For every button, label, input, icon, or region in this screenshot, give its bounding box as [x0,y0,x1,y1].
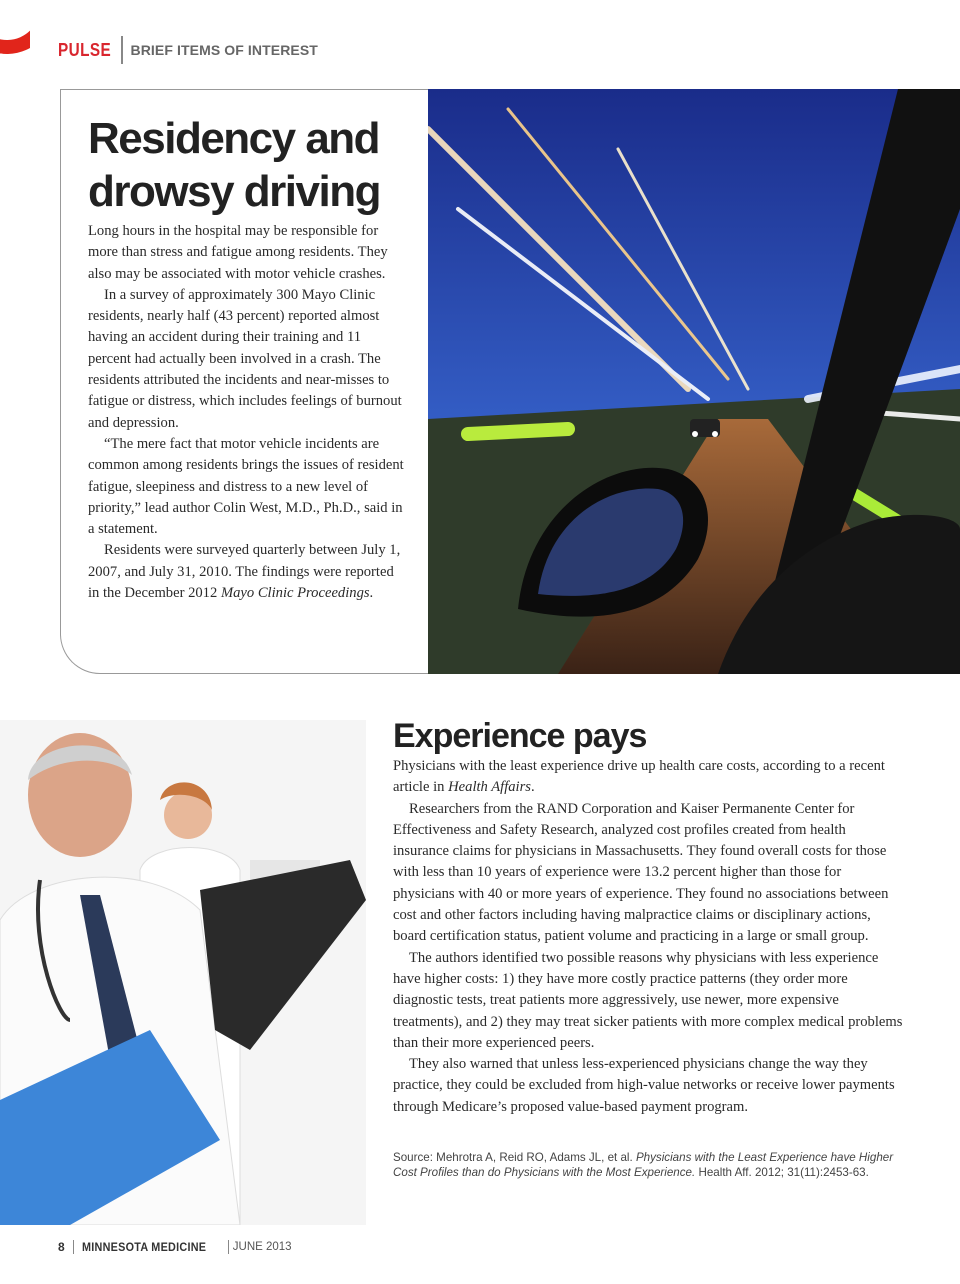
paragraph-text: Physicians with the least experience drive up health care costs, according to a recent article in [393,758,885,796]
citation-title: Physicians with the Least Experience have Higher Cost Profiles than do Physicians with the Most Experience. [393,1151,894,1179]
corner-decoration [0,0,30,60]
article-paragraph: “The mere fact that motor vehicle incidents are common among residents brings the issues of resident fatigue, sleepiness and distress to a new level of priority,” lead author Colin West, M.D., Ph.D., said in a statement. [88,435,404,538]
doctor-photo [0,720,366,1225]
journal-name: Health Affairs [448,779,531,796]
article-paragraph: In a survey of approximately 300 Mayo Clinic residents, nearly half (43 percent) reported almost having an accident during their training and 11 percent had actually been involved in a crash. The residents attributed the incidents and near-misses to fatigue or distress, which includes feelings of burnout and depression. [88,286,402,431]
doctor-photo-illustration [0,720,366,1225]
citation-journal: Health Aff. 2012; 31(11):2453-63. [698,1165,869,1179]
footer-divider [228,1240,229,1254]
article-headline: Residency and drowsy driving [88,114,380,216]
section-subtitle: BRIEF ITEMS OF INTEREST [130,42,318,58]
article-paragraph: They also warned that unless less-experienced physicians change the way they practice, they could be excluded from high-value networks or receive lower payments through Medicare’s proposed value-based payment program. [393,1056,895,1115]
car-night-photo [428,89,960,674]
issue-date: JUNE 2013 [232,1241,292,1253]
paragraph-end: . [530,779,535,796]
section-name: PULSE [58,39,112,60]
article-paragraph: The authors identified two possible reasons why physicians with less experience have higher costs: 1) they have more costly practice patterns (they order more diagnostic tests, treat patients more aggressively, use newer, more expensive treatments), and 2) they may treat sicker patients with more complex medical problems than their more experienced peers. [393,949,903,1051]
page-footer [58,1240,292,1254]
paragraph-text: Residents were surveyed quarterly between July 1, 2007, and July 31, 2010. The findings were reported in the December 2012 [88,542,401,602]
source-citation [393,1151,903,1180]
header-divider [121,36,123,64]
footer-divider [73,1240,74,1254]
article-paragraph: Researchers from the RAND Corporation and Kaiser Permanente Center for Effectiveness and Safety Research, analyzed cost profiles created from health insurance claims for physicians in Massachusetts. They found overall costs for those with less than 10 years of experience were 13.2 percent higher than those for physicians with 40 or more years of experience. They found no associations between cost and other factors including having malpractice claims or disciplinary actions, board certification status, patient volume and practicing in a large or small group. [393,800,889,945]
article-body [88,221,406,604]
car-photo-illustration [428,89,960,674]
magazine-name: MINNESOTA MEDICINE [81,1240,206,1254]
article-paragraph [393,756,903,799]
journal-name: Mayo Clinic Proceedings [220,585,370,602]
article-paragraph: Long hours in the hospital may be responsible for more than stress and fatigue among residents. They also may be associated with motor vehicle crashes. [88,223,388,282]
article-headline: Experience pays [393,717,647,755]
article-paragraph [88,540,406,604]
article-body [393,756,903,1118]
page-number: 8 [58,1240,65,1254]
citation-authors: Source: Mehrotra A, Reid RO, Adams JL, et al. [393,1151,633,1164]
section-header [58,36,318,64]
paragraph-end: . [369,585,374,602]
